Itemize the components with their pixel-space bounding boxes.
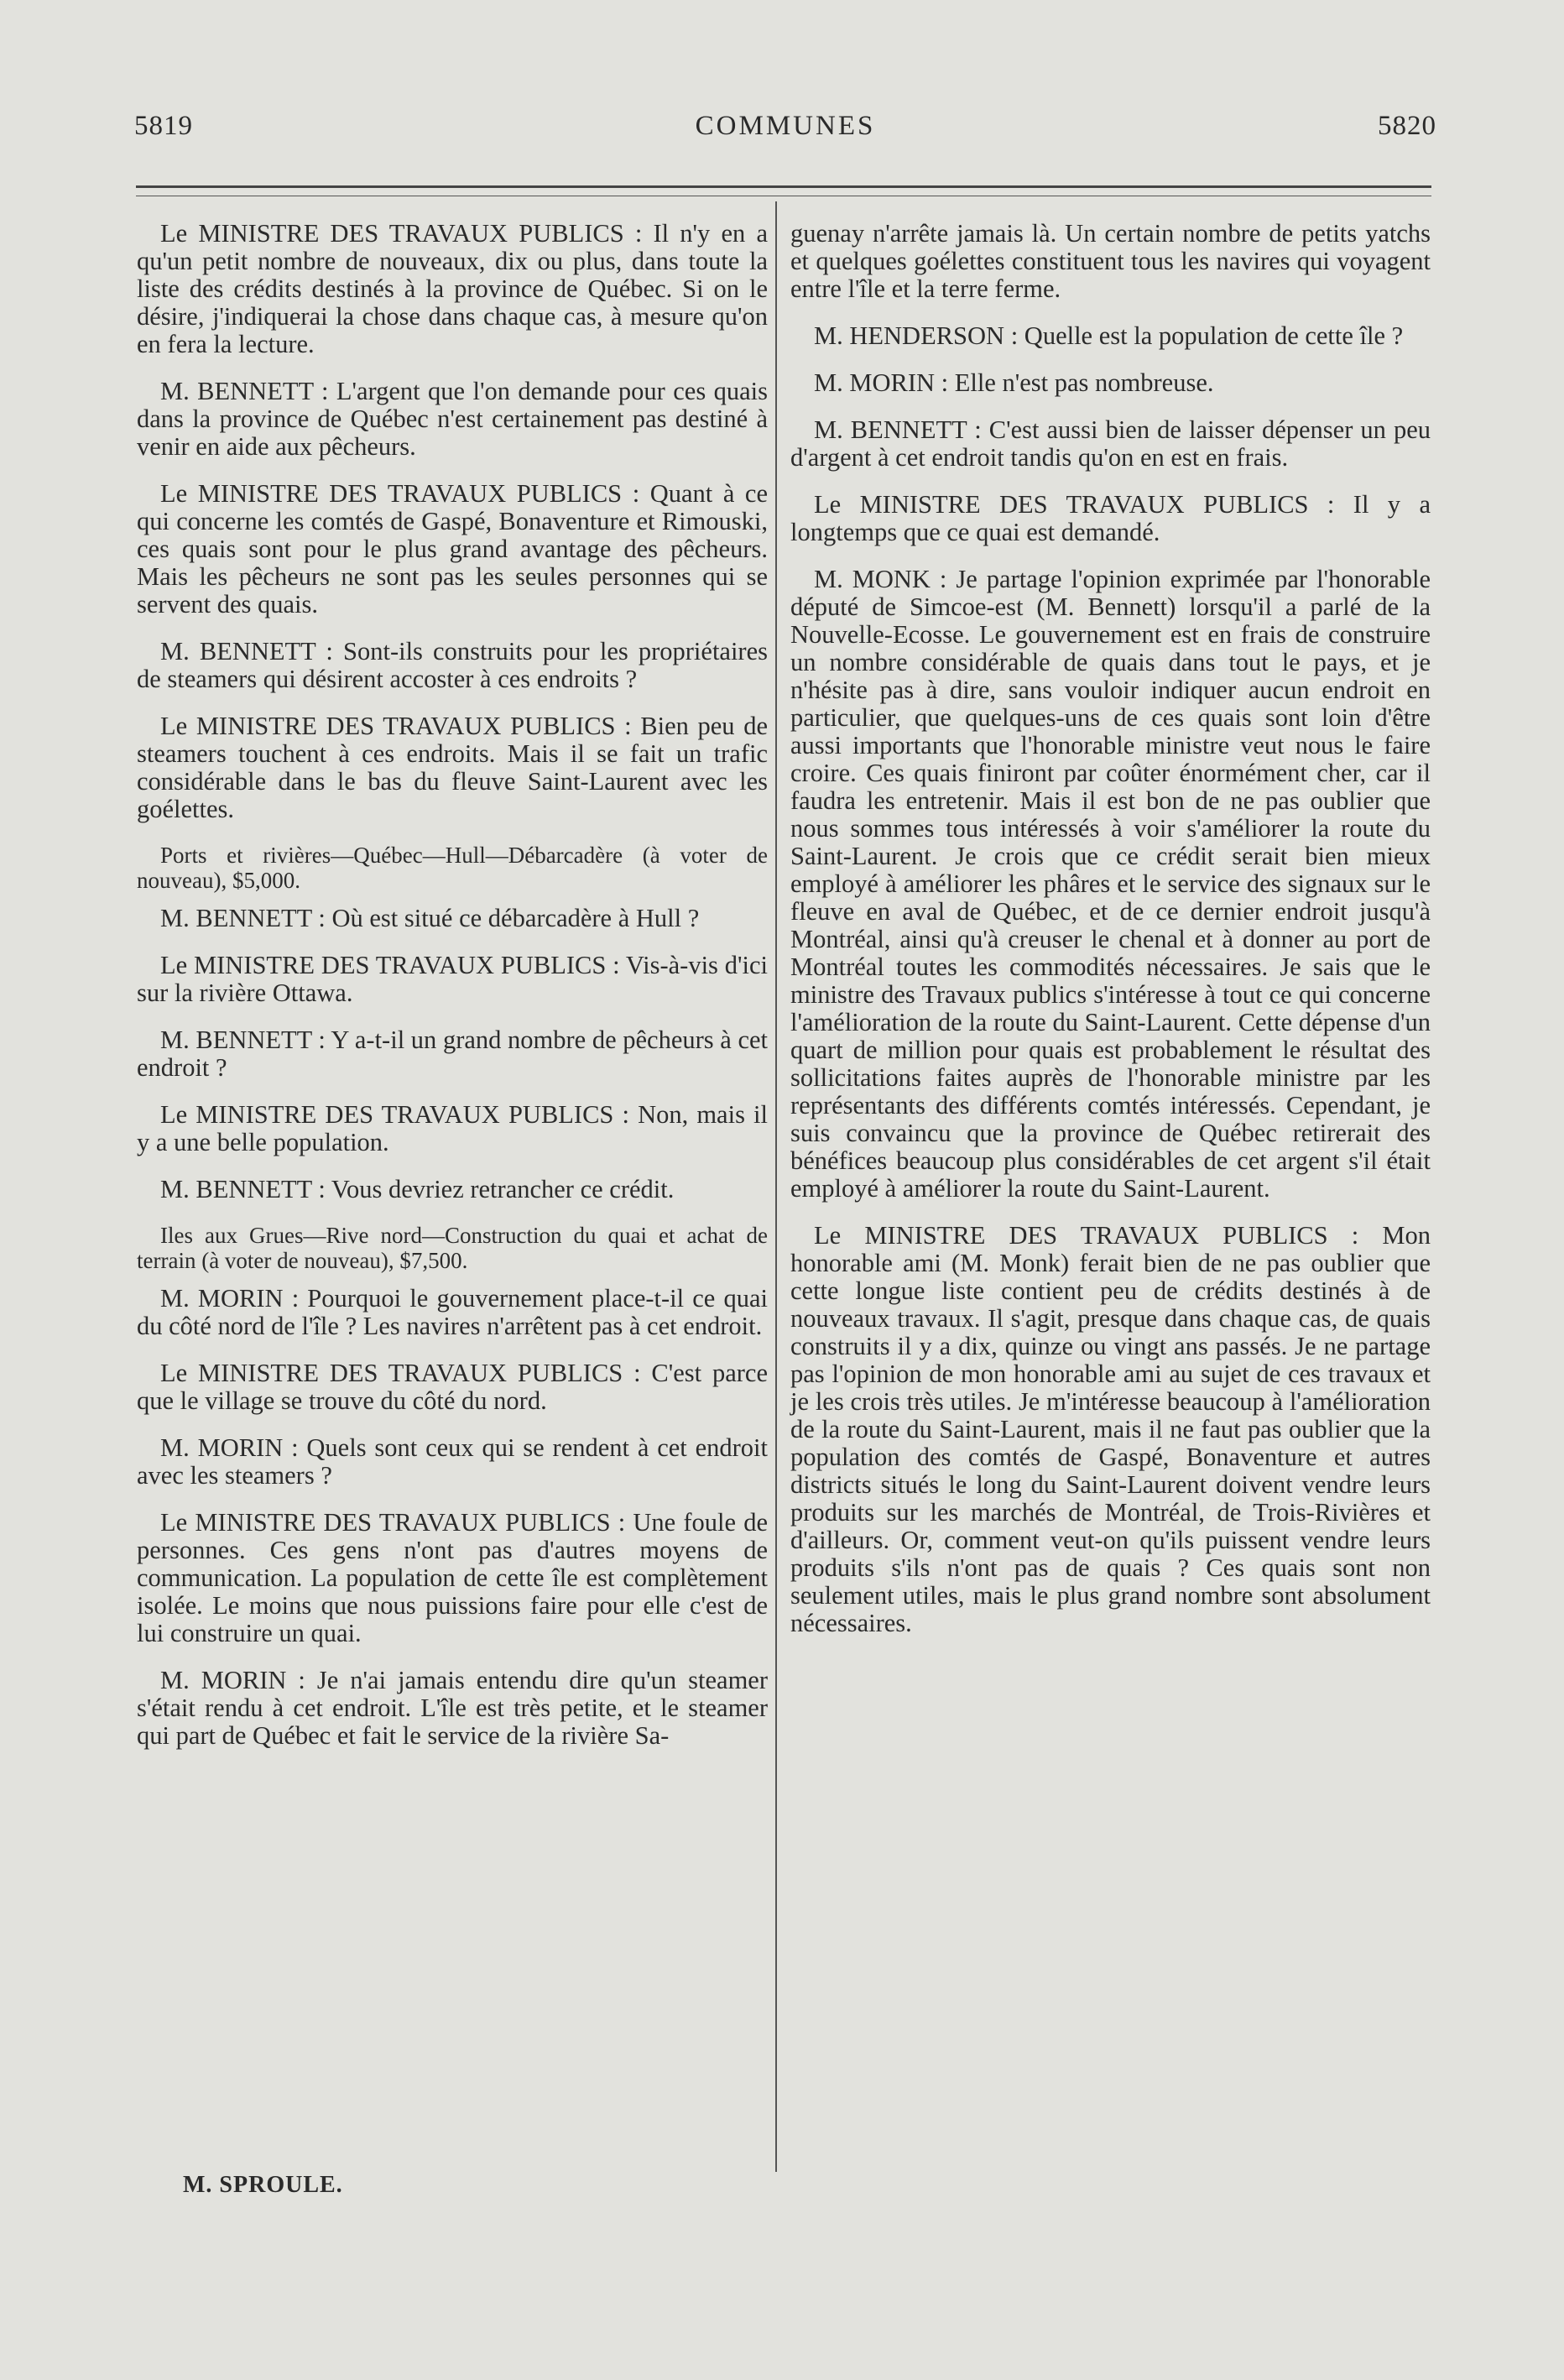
paragraph: Le MINISTRE DES TRAVAUX PUBLICS : Quant à ce qui concerne les comtés de Gaspé, Bonaventure et Rimouski, ces quais sont pour le plus grand avantage des pêcheurs. Mais les pêcheurs ne sont pas les seules personnes qui se servent des quais. [137,479,768,618]
paragraph: M. BENNETT : C'est aussi bien de laisser dépenser un peu d'argent à cet endroit tandis qu'on en est en frais. [790,415,1431,472]
left-column [137,220,768,1769]
paragraph: Le MINISTRE DES TRAVAUX PUBLICS : Bien peu de steamers touchent à ces endroits. Mais il se fait un trafic considérable dans le bas du fleuve Saint-Laurent avec les goélettes. [137,712,768,823]
paragraph: Le MINISTRE DES TRAVAUX PUBLICS : Non, mais il y a une belle population. [137,1100,768,1156]
paragraph: M. HENDERSON : Quelle est la population de cette île ? [814,321,1404,350]
paragraph: Le MINISTRE DES TRAVAUX PUBLICS : Une foule de personnes. Ces gens n'ont pas d'autres moyens de communication. La population de cette île est complètement isolée. Le moins que nous puissions faire pour elle c'est de lui construire un quai. [137,1508,768,1647]
paragraph: M. BENNETT : Y a-t-il un grand nombre de pêcheurs à cet endroit ? [137,1026,768,1082]
paragraph: M. MORIN : Je n'ai jamais entendu dire qu'un steamer s'était rendu à cet endroit. L'île est très petite, et le steamer qui part de Québec et fait le service de la rivière Sa- [137,1666,768,1750]
page-number-left: 5819 [134,111,193,141]
paragraph: Le MINISTRE DES TRAVAUX PUBLICS : C'est parce que le village se trouve du côté du nord. [137,1359,768,1415]
column-divider [775,201,777,2172]
paragraph: M. MORIN : Elle n'est pas nombreuse. [814,368,1214,397]
vote-item: Iles aux Grues—Rive nord—Construction du quai et achat de terrain (à voter de nouveau), $7,500. [137,1223,768,1273]
paragraph-continued: guenay n'arrête jamais là. Un certain nombre de petits yatchs et quelques goélettes constituent tous les navires qui voyagent entre l'île et la terre ferme. [790,219,1431,303]
vote-item: Ports et rivières—Québec—Hull—Débarcadère (à voter de nouveau), $5,000. [137,843,768,893]
paragraph: M. BENNETT : Sont-ils construits pour les propriétaires de steamers qui désirent accoster à ces endroits ? [137,637,768,693]
paragraph: Le MINISTRE DES TRAVAUX PUBLICS : Il y a longtemps que ce quai est demandé. [790,490,1431,546]
paragraph: Le MINISTRE DES TRAVAUX PUBLICS : Mon honorable ami (M. Monk) ferait bien de ne pas oublier que cette longue liste contient peu de crédits destinés à de nouveaux travaux. Il s'agit, presque dans chaque cas, de quais construits il y a dix, quinze ou vingt ans passés. Je ne partage pas l'opinion de mon honorable ami au sujet de ces travaux et je les crois très utiles. Je m'intéresse beaucoup à l'amélioration de la route du Saint-Laurent, mais il ne faut pas oublier que la population des comtés de Gaspé, Bonaventure et autres districts situés le long du Saint-Laurent doivent vendre leurs produits sur les marchés de Montréal, de Trois-Rivières et d'ailleurs. Or, comment veut-on qu'ils puissent vendre leurs produits s'ils n'ont pas de quais ? Ces quais sont non seulement utiles, mais le plus grand nombre sont absolument nécessaires. [790,1221,1431,1637]
paragraph: M. MORIN : Quels sont ceux qui se rendent à cet endroit avec les steamers ? [137,1433,768,1490]
paragraph: M. BENNETT : Où est situé ce débarcadère à Hull ? [160,904,700,932]
paragraph: Le MINISTRE DES TRAVAUX PUBLICS : Vis-à-vis d'ici sur la rivière Ottawa. [137,951,768,1007]
paragraph: M. BENNETT : L'argent que l'on demande pour ces quais dans la province de Québec n'est certainement pas destiné à venir en aide aux pêcheurs. [137,377,768,461]
paragraph: M. MONK : Je partage l'opinion exprimée par l'honorable député de Simcoe-est (M. Bennett) lorsqu'il a parlé de la Nouvelle-Ecosse. Le gouvernement est en frais de construire un nombre considérable de quais dans tout le pays, et je n'hésite pas à dire, sans vouloir indiquer aucun endroit en particulier, que quelques-uns de ces quais sont loin d'être aussi importants que l'honorable ministre veut nous le faire croire. Ces quais finiront par coûter énormément cher, car il faudra les entretenir. Mais il est bon de ne pas oublier que nous sommes tous intéressés à voir s'améliorer la route du Saint-Laurent. Je crois que ce crédit serait bien mieux employé à améliorer les phâres et le service des signaux sur le fleuve en aval de Québec, et de ce dernier endroit jusqu'à Montréal, ainsi qu'à creuser le chenal et à donner au port de Montréal toutes les commodités nécessaires. Je sais que le ministre des Travaux publics s'intéresse à tout ce qui concerne l'amélioration de la route du Saint-Laurent. Cette dépense d'un quart de million pour quais est probablement le résultat des sollicitations faites auprès de l'honorable ministre par les représentants des différents comtés intéressés. Cependant, je suis convaincu que la province de Québec retirerait des bénéfices beaucoup plus considérables de cet argent s'il était employé à améliorer la route du Saint-Laurent. [790,565,1431,1203]
right-column [790,220,1431,1657]
header-rule-thick [136,185,1431,188]
page-number-right: 5820 [1378,111,1436,141]
paragraph: Le MINISTRE DES TRAVAUX PUBLICS : Il n'y en a qu'un petit nombre de nouveaux, dix ou plus, dans toute la liste des crédits destinés à la province de Québec. Si on le désire, j'indiquerai la chose dans chaque cas, à mesure qu'on en fera la lecture. [137,219,768,358]
page-header [134,111,1436,151]
paragraph: M. BENNETT : Vous devriez retrancher ce crédit. [160,1175,675,1203]
paragraph: M. MORIN : Pourquoi le gouvernement place-t-il ce quai du côté nord de l'île ? Les navires n'arrêtent pas à cet endroit. [137,1284,768,1340]
running-title: COMMUNES [695,111,876,141]
catchword: M. SPROULE. [183,2172,343,2198]
